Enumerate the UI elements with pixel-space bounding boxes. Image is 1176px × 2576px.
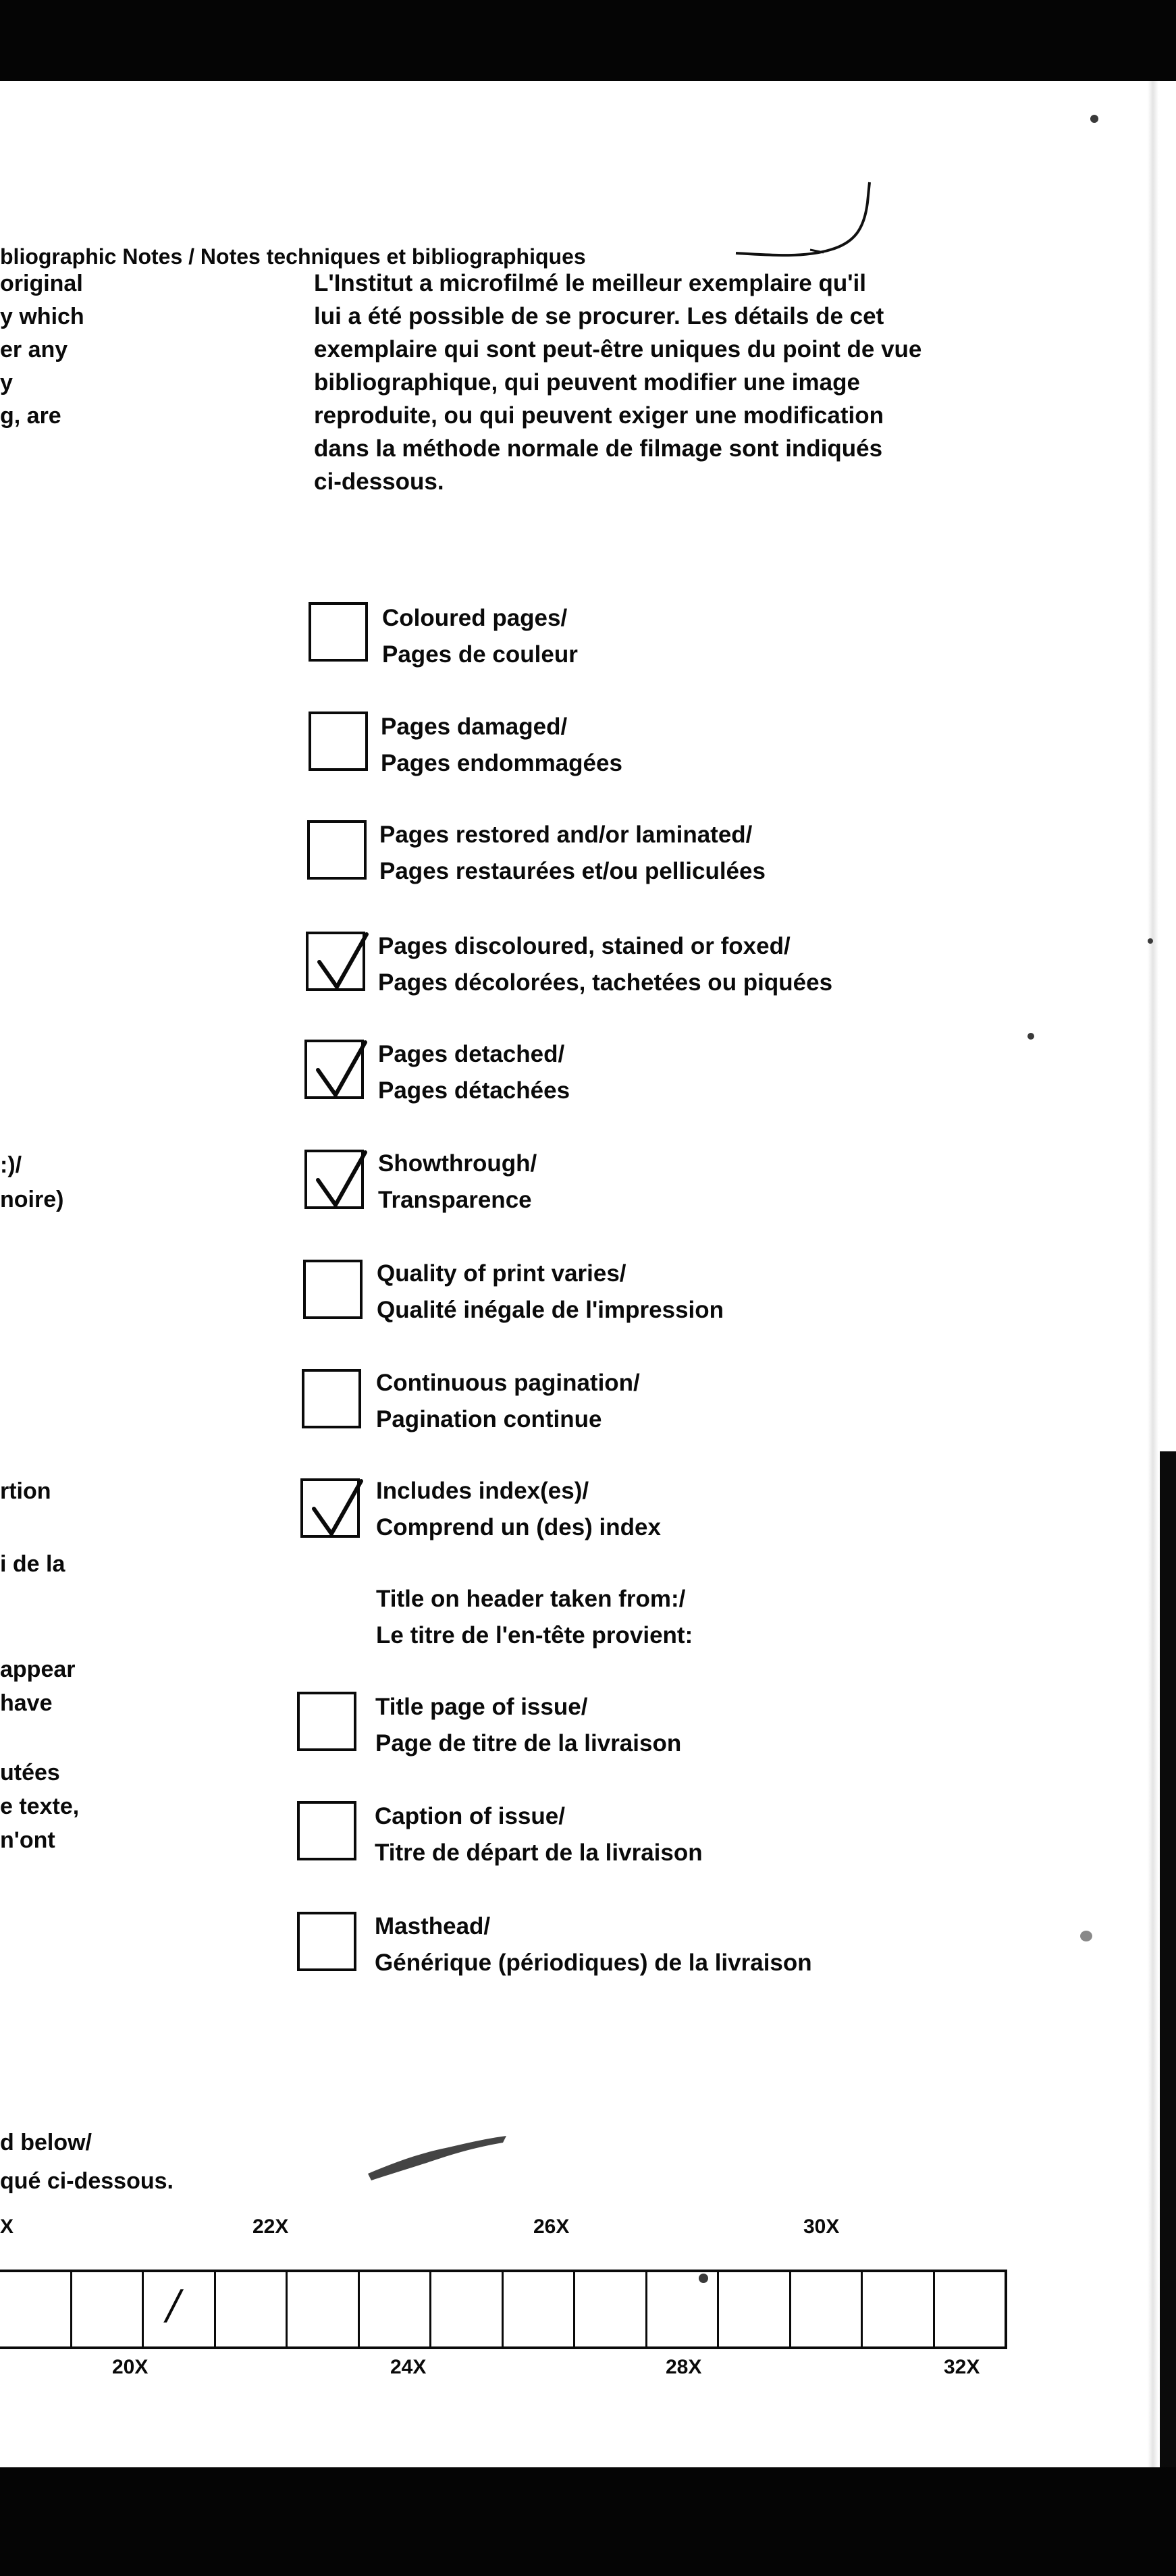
scale-top-label: 26X bbox=[533, 2216, 570, 2238]
checkbox-continuous-pagination[interactable] bbox=[302, 1369, 361, 1428]
scale-bottom-label: 28X bbox=[666, 2356, 702, 2378]
intro-line: bibliographique, qui peuvent modifier une image bbox=[314, 369, 860, 396]
item-fr: Qualité inégale de l'impression bbox=[377, 1297, 724, 1323]
intro-line: ci-dessous. bbox=[314, 468, 444, 495]
scale-cell bbox=[142, 2272, 214, 2346]
item-title-page-of-issue bbox=[375, 1689, 681, 1762]
item-fr: Pages de couleur bbox=[382, 641, 578, 668]
item-pages-detached bbox=[378, 1036, 570, 1109]
left-fragment: utées bbox=[0, 1760, 60, 1786]
item-en: Pages detached/ bbox=[378, 1041, 565, 1067]
checkbox-title-page-of-issue[interactable] bbox=[297, 1692, 356, 1751]
item-en: Showthrough/ bbox=[378, 1150, 537, 1177]
scale-top-label: X bbox=[0, 2216, 14, 2238]
item-pages-discoloured bbox=[378, 928, 832, 1001]
scale-cell bbox=[573, 2272, 645, 2346]
title-on-header-en: Title on header taken from:/ bbox=[376, 1586, 686, 1612]
scan-speck bbox=[699, 2274, 708, 2283]
item-coloured-pages bbox=[382, 600, 578, 673]
scan-speck bbox=[1148, 938, 1153, 944]
item-fr: Transparence bbox=[378, 1187, 532, 1213]
checkbox-coloured-pages[interactable] bbox=[309, 602, 368, 662]
item-continuous-pagination bbox=[376, 1365, 640, 1438]
title-on-header-fr: Le titre de l'en-tête provient: bbox=[376, 1622, 693, 1648]
intro-line: dans la méthode normale de filmage sont indiqués bbox=[314, 435, 883, 462]
intro-line: L'Institut a microfilmé le meilleur exemplaire qu'il bbox=[314, 270, 866, 296]
scale-cell bbox=[0, 2272, 70, 2346]
intro-line: lui a été possible de se procurer. Les détails de cet bbox=[314, 303, 884, 329]
right-black-border bbox=[1160, 1451, 1176, 2467]
left-fragment: n'ont bbox=[0, 1827, 55, 1853]
item-en: Coloured pages/ bbox=[382, 605, 568, 631]
checkbox-pages-damaged[interactable] bbox=[309, 712, 368, 771]
check-mark-icon bbox=[303, 1143, 371, 1217]
scale-cell bbox=[429, 2272, 502, 2346]
scale-cell bbox=[645, 2272, 718, 2346]
item-masthead bbox=[375, 1908, 812, 1981]
check-mark-icon bbox=[304, 925, 372, 999]
item-fr: Page de titre de la livraison bbox=[375, 1730, 682, 1756]
intro-line: exemplaire qui sont peut-être uniques du point de vue bbox=[314, 336, 922, 363]
left-fragment: have bbox=[0, 1690, 53, 1716]
checkbox-includes-index[interactable] bbox=[300, 1478, 360, 1538]
scan-speck bbox=[1027, 1033, 1034, 1040]
scale-cell bbox=[861, 2272, 933, 2346]
left-fragment: y bbox=[0, 370, 13, 396]
item-fr: Pages décolorées, tachetées ou piquées bbox=[378, 969, 833, 996]
intro-line: reproduite, ou qui peuvent exiger une modification bbox=[314, 402, 884, 429]
item-fr: Pages endommagées bbox=[381, 750, 622, 776]
checkbox-masthead[interactable] bbox=[297, 1912, 356, 1971]
item-showthrough bbox=[378, 1146, 537, 1218]
item-quality-varies bbox=[377, 1256, 724, 1329]
checkbox-quality-varies[interactable] bbox=[303, 1260, 363, 1319]
scale-cell bbox=[286, 2272, 358, 2346]
scale-cell bbox=[70, 2272, 142, 2346]
checkbox-caption-of-issue[interactable] bbox=[297, 1801, 356, 1860]
left-fragment: i de la bbox=[0, 1551, 65, 1577]
left-fragment: d below/ bbox=[0, 2130, 92, 2155]
checkbox-pages-discoloured[interactable] bbox=[306, 932, 365, 991]
left-fragment: g, are bbox=[0, 403, 61, 429]
item-pages-damaged bbox=[381, 709, 622, 782]
item-fr: Titre de départ de la livraison bbox=[375, 1840, 703, 1866]
item-caption-of-issue bbox=[375, 1798, 703, 1871]
item-fr: Générique (périodiques) de la livraison bbox=[375, 1950, 812, 1976]
item-fr: Pagination continue bbox=[376, 1406, 602, 1432]
reduction-scale-bar bbox=[0, 2270, 1007, 2349]
item-en: Pages damaged/ bbox=[381, 714, 568, 740]
item-fr: Comprend un (des) index bbox=[376, 1514, 661, 1540]
left-fragment: y which bbox=[0, 304, 84, 329]
scale-cell bbox=[933, 2272, 1005, 2346]
right-page-edge bbox=[1148, 81, 1158, 2467]
item-en: Pages restored and/or laminated/ bbox=[379, 822, 753, 848]
left-fragment: e texte, bbox=[0, 1794, 80, 1819]
pen-squiggle-mark bbox=[729, 176, 884, 270]
item-en: Masthead/ bbox=[375, 1913, 491, 1939]
top-black-border bbox=[0, 0, 1176, 81]
left-fragment: noire) bbox=[0, 1187, 64, 1212]
left-fragment: appear bbox=[0, 1657, 76, 1682]
scale-cell bbox=[789, 2272, 861, 2346]
item-en: Includes index(es)/ bbox=[376, 1478, 589, 1504]
left-fragment: original bbox=[0, 271, 83, 296]
left-fragment: qué ci-dessous. bbox=[0, 2168, 173, 2194]
item-en: Quality of print varies/ bbox=[377, 1260, 626, 1287]
scale-mark: / bbox=[167, 2282, 181, 2329]
scan-speck bbox=[1090, 115, 1098, 123]
notes-heading: bliographic Notes / Notes techniques et bibliographiques bbox=[0, 244, 586, 269]
check-mark-icon bbox=[303, 1033, 371, 1107]
item-includes-index bbox=[376, 1473, 661, 1546]
item-fr: Pages restaurées et/ou pelliculées bbox=[379, 858, 766, 884]
scale-cell bbox=[214, 2272, 286, 2346]
check-mark-icon bbox=[299, 1472, 367, 1546]
checkbox-showthrough[interactable] bbox=[304, 1150, 364, 1209]
intro-paragraph bbox=[314, 267, 989, 498]
left-fragment: :)/ bbox=[0, 1152, 22, 1178]
title-on-header-block bbox=[376, 1581, 693, 1654]
item-pages-restored bbox=[379, 817, 766, 890]
scale-bottom-label: 20X bbox=[112, 2356, 149, 2378]
bottom-black-border bbox=[0, 2467, 1176, 2576]
item-en: Caption of issue/ bbox=[375, 1803, 565, 1829]
scan-speck bbox=[1080, 1931, 1092, 1941]
left-fragment: rtion bbox=[0, 1478, 51, 1504]
ink-smudge-mark bbox=[365, 2126, 513, 2187]
scale-top-label: 30X bbox=[803, 2216, 840, 2238]
scale-bottom-label: 24X bbox=[390, 2356, 427, 2378]
scale-bottom-label: 32X bbox=[944, 2356, 980, 2378]
item-en: Continuous pagination/ bbox=[376, 1370, 640, 1396]
scale-top-label: 22X bbox=[252, 2216, 289, 2238]
scale-cell bbox=[502, 2272, 574, 2346]
item-en: Title page of issue/ bbox=[375, 1694, 588, 1720]
item-en: Pages discoloured, stained or foxed/ bbox=[378, 933, 791, 959]
checkbox-pages-detached[interactable] bbox=[304, 1040, 364, 1099]
checkbox-pages-restored[interactable] bbox=[307, 820, 367, 880]
scale-cell bbox=[717, 2272, 789, 2346]
left-fragment: er any bbox=[0, 337, 68, 363]
scale-cell bbox=[358, 2272, 430, 2346]
item-fr: Pages détachées bbox=[378, 1077, 570, 1104]
